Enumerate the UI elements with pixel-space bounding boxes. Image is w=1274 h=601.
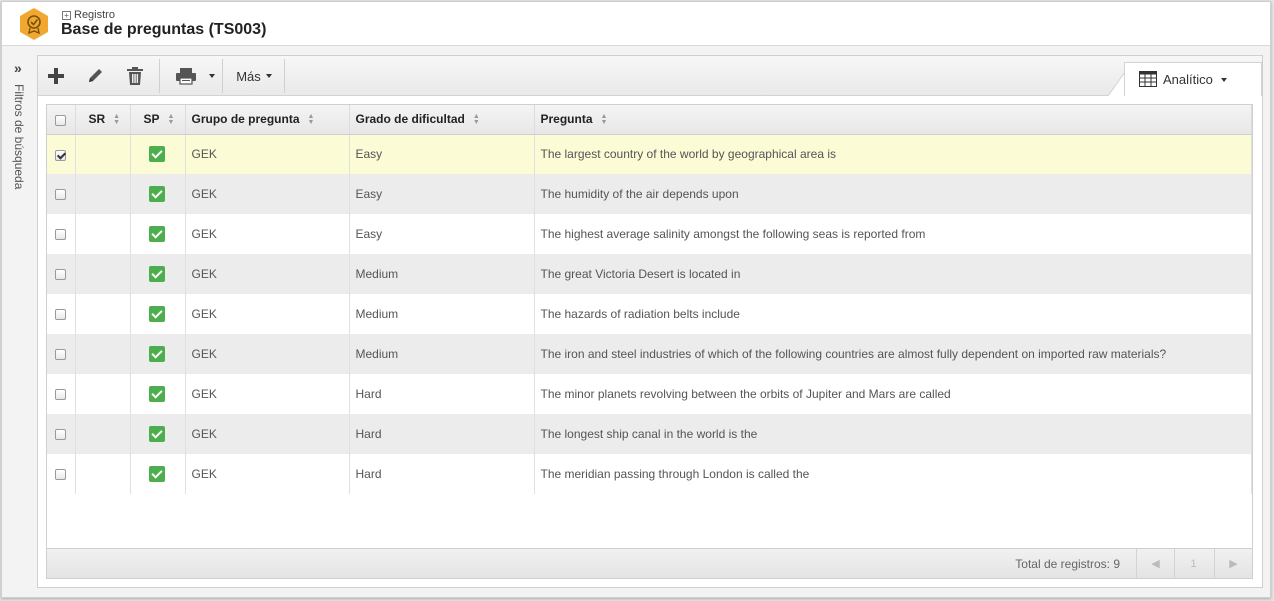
triangle-right-icon: ▶: [1229, 558, 1238, 570]
sp-cell: [130, 334, 185, 374]
row-checkbox[interactable]: [55, 389, 66, 400]
edit-button[interactable]: [81, 63, 109, 89]
column-header-difficulty[interactable]: [349, 105, 534, 134]
question-cell: The great Victoria Desert is located in: [534, 254, 1252, 294]
chevron-down-icon: [209, 74, 215, 78]
double-chevron-right-icon[interactable]: »: [14, 60, 22, 76]
sr-cell: [75, 294, 130, 334]
column-header-label: Grado de dificultad: [355, 112, 465, 127]
group-cell: GEK: [185, 134, 349, 174]
column-header-sr[interactable]: [75, 105, 130, 134]
row-checkbox-cell[interactable]: [47, 414, 75, 454]
trash-icon: [126, 66, 144, 86]
row-checkbox[interactable]: [55, 189, 66, 200]
table-row[interactable]: [47, 294, 1252, 334]
group-cell: GEK: [185, 294, 349, 334]
sp-cell: [130, 254, 185, 294]
question-cell: The largest country of the world by geographical area is: [534, 134, 1252, 174]
view-mode-label: Analítico: [1163, 72, 1213, 87]
column-header-label: Grupo de pregunta: [191, 112, 300, 127]
pencil-icon: [86, 67, 104, 85]
table-row[interactable]: [47, 414, 1252, 454]
row-checkbox-cell[interactable]: [47, 254, 75, 294]
row-checkbox-cell[interactable]: [47, 174, 75, 214]
difficulty-cell: Easy: [349, 214, 534, 254]
records-grid: [46, 104, 1253, 579]
check-icon: [149, 466, 165, 482]
difficulty-cell: Hard: [349, 374, 534, 414]
question-cell: The minor planets revolving between the orbits of Jupiter and Mars are called: [534, 374, 1252, 414]
check-icon: [149, 226, 165, 242]
records-table: [47, 105, 1252, 494]
table-row[interactable]: [47, 214, 1252, 254]
print-button[interactable]: [169, 63, 221, 89]
toolbar-divider: [159, 59, 160, 93]
check-icon: [149, 306, 165, 322]
sr-cell: [75, 174, 130, 214]
row-checkbox[interactable]: [55, 349, 66, 360]
group-cell: GEK: [185, 334, 349, 374]
row-checkbox[interactable]: [55, 429, 66, 440]
delete-button[interactable]: [121, 63, 149, 89]
check-icon: [149, 146, 165, 162]
question-cell: The longest ship canal in the world is the: [534, 414, 1252, 454]
row-checkbox-cell[interactable]: [47, 134, 75, 174]
sort-icon[interactable]: ▲ ▼: [167, 113, 175, 127]
question-cell: The meridian passing through London is called the: [534, 454, 1252, 494]
select-all-checkbox[interactable]: [55, 115, 66, 126]
table-row[interactable]: [47, 174, 1252, 214]
table-header-row: [47, 105, 1252, 134]
sr-cell: [75, 214, 130, 254]
table-grid-icon: [1139, 71, 1157, 87]
difficulty-cell: Hard: [349, 414, 534, 454]
column-header-sp[interactable]: [130, 105, 185, 134]
logo-icon: [18, 7, 50, 41]
select-all-header[interactable]: [47, 105, 75, 134]
question-cell: The humidity of the air depends upon: [534, 174, 1252, 214]
sp-cell: [130, 214, 185, 254]
sp-cell: [130, 294, 185, 334]
chevron-down-icon: [1221, 78, 1227, 82]
difficulty-cell: Medium: [349, 254, 534, 294]
sort-icon[interactable]: ▲ ▼: [113, 113, 121, 127]
column-header-group[interactable]: [185, 105, 349, 134]
row-checkbox-cell[interactable]: [47, 374, 75, 414]
question-cell: The highest average salinity amongst the following seas is reported from: [534, 214, 1252, 254]
sr-cell: [75, 454, 130, 494]
total-records: Total de registros: 9: [1015, 557, 1120, 571]
row-checkbox-cell[interactable]: [47, 294, 75, 334]
toolbar-divider: [222, 59, 223, 93]
row-checkbox-cell[interactable]: [47, 454, 75, 494]
table-row[interactable]: [47, 374, 1252, 414]
row-checkbox[interactable]: [55, 309, 66, 320]
question-cell: The iron and steel industries of which of the following countries are almost fully dependent on imported raw materials?: [534, 334, 1252, 374]
group-cell: GEK: [185, 374, 349, 414]
more-menu-label: Más: [236, 68, 261, 84]
app-window: [1, 1, 1271, 598]
sr-cell: [75, 374, 130, 414]
search-filters-panel-toggle[interactable]: [8, 60, 32, 210]
sr-cell: [75, 334, 130, 374]
check-icon: [149, 386, 165, 402]
check-icon: [149, 426, 165, 442]
check-icon: [149, 346, 165, 362]
table-row[interactable]: [47, 334, 1252, 374]
add-button[interactable]: [42, 63, 70, 89]
sp-cell: [130, 134, 185, 174]
page-number[interactable]: 1: [1174, 549, 1212, 578]
group-cell: GEK: [185, 254, 349, 294]
toolbar: [38, 56, 1262, 96]
sr-cell: [75, 254, 130, 294]
breadcrumb[interactable]: [62, 9, 115, 21]
sr-cell: [75, 134, 130, 174]
table-row[interactable]: [47, 454, 1252, 494]
table-body: [47, 134, 1252, 494]
group-cell: GEK: [185, 454, 349, 494]
column-header-question[interactable]: [534, 105, 1252, 134]
difficulty-cell: Hard: [349, 454, 534, 494]
sort-icon[interactable]: ▲ ▼: [472, 113, 480, 127]
sort-icon[interactable]: ▲ ▼: [600, 113, 608, 127]
group-cell: GEK: [185, 414, 349, 454]
difficulty-cell: Medium: [349, 334, 534, 374]
page-title: Base de preguntas (TS003): [61, 21, 267, 38]
sp-cell: [130, 374, 185, 414]
column-header-label: Pregunta: [540, 112, 593, 127]
group-cell: GEK: [185, 214, 349, 254]
sr-cell: [75, 414, 130, 454]
sp-cell: [130, 414, 185, 454]
view-mode-dropdown[interactable]: [1124, 62, 1262, 96]
breadcrumb-label[interactable]: Registro: [74, 9, 115, 21]
grid-footer: [47, 548, 1252, 578]
table-row[interactable]: [47, 254, 1252, 294]
difficulty-cell: Easy: [349, 174, 534, 214]
plus-icon: [47, 67, 65, 85]
main-content: [37, 55, 1263, 588]
prev-page-button[interactable]: [1136, 549, 1174, 578]
next-page-button[interactable]: [1214, 549, 1252, 578]
header: [2, 2, 1270, 46]
chevron-down-icon: [266, 74, 272, 78]
row-checkbox[interactable]: [55, 229, 66, 240]
triangle-left-icon: ◀: [1151, 558, 1160, 570]
check-icon: [149, 186, 165, 202]
row-checkbox[interactable]: [55, 269, 66, 280]
column-header-label: SP: [143, 112, 160, 127]
row-checkbox[interactable]: [55, 150, 66, 161]
row-checkbox[interactable]: [55, 469, 66, 480]
expand-icon[interactable]: +: [62, 11, 71, 20]
sp-cell: [130, 174, 185, 214]
difficulty-cell: Easy: [349, 134, 534, 174]
column-header-label: SR: [88, 112, 106, 127]
question-cell: The hazards of radiation belts include: [534, 294, 1252, 334]
check-icon: [149, 266, 165, 282]
sort-icon[interactable]: ▲ ▼: [307, 113, 315, 127]
group-cell: GEK: [185, 174, 349, 214]
difficulty-cell: Medium: [349, 294, 534, 334]
more-menu-button[interactable]: [228, 63, 280, 89]
table-row[interactable]: [47, 134, 1252, 174]
row-checkbox-cell[interactable]: [47, 214, 75, 254]
search-filters-label[interactable]: Filtros de búsqueda: [12, 84, 26, 190]
printer-icon: [175, 67, 197, 85]
sp-cell: [130, 454, 185, 494]
toolbar-divider: [284, 59, 285, 93]
row-checkbox-cell[interactable]: [47, 334, 75, 374]
